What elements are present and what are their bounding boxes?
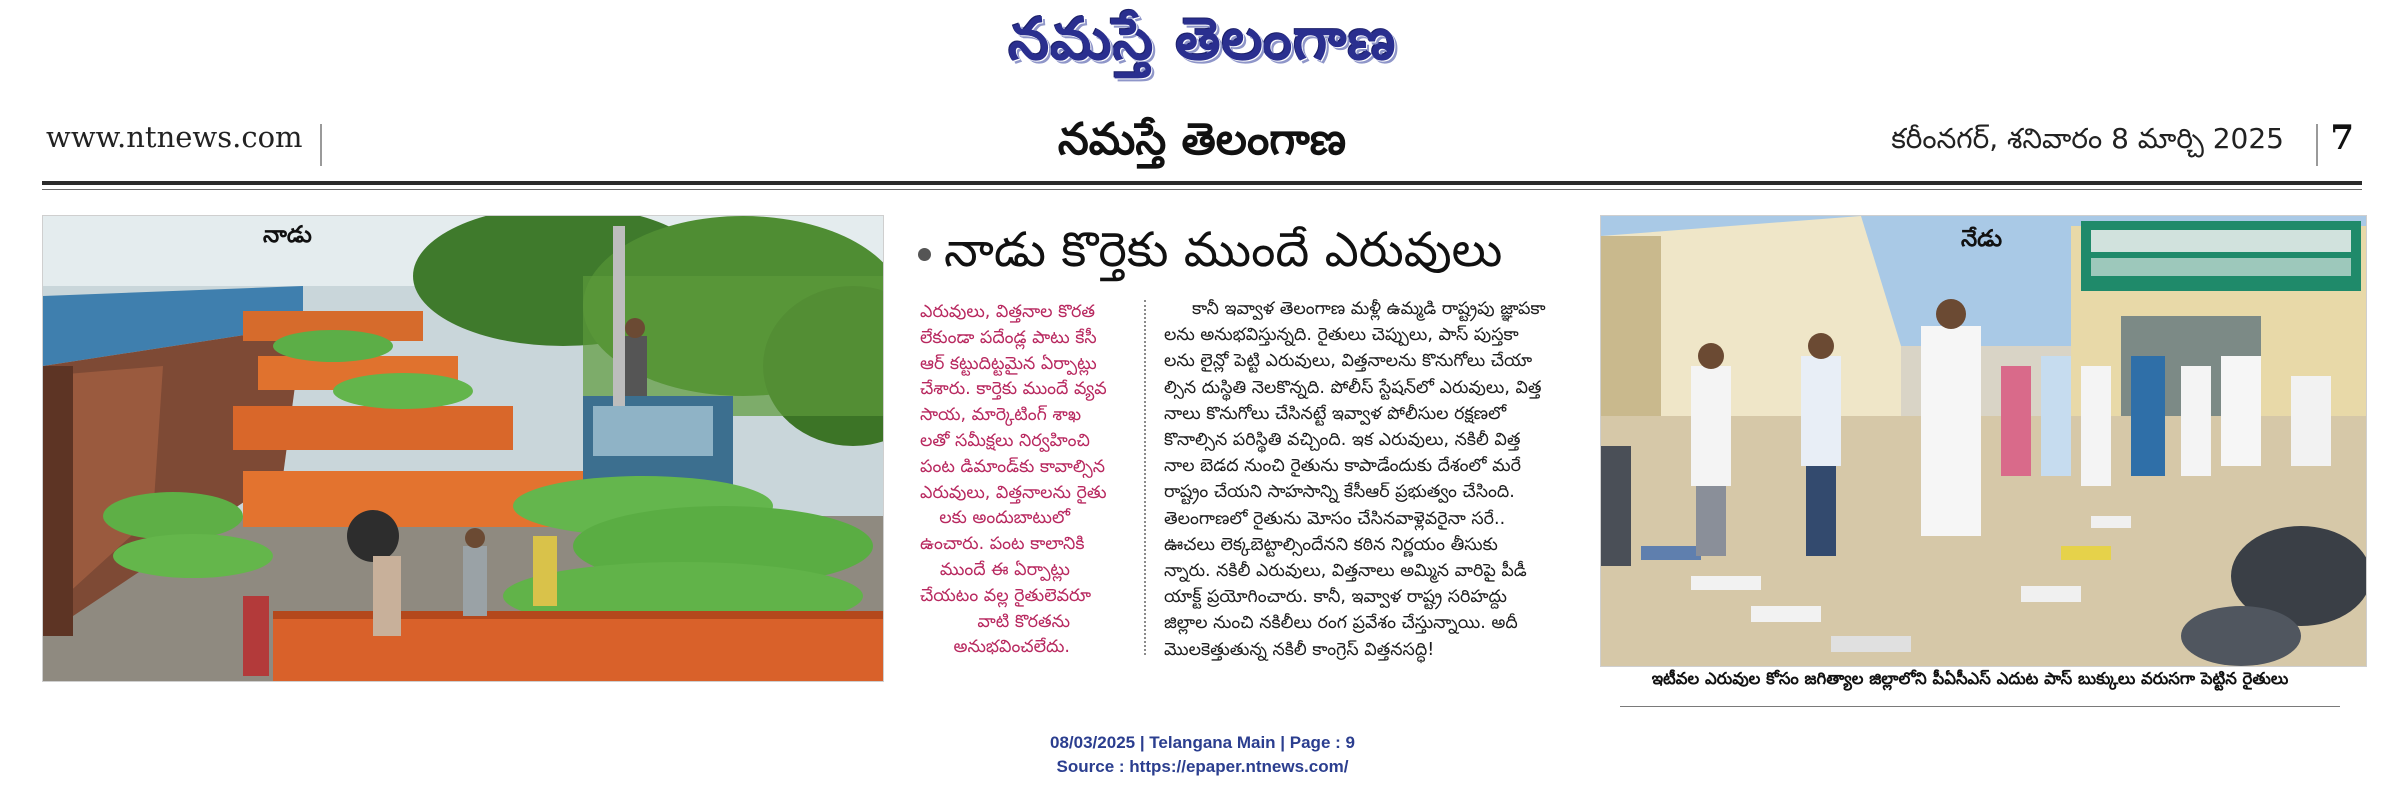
photo-now [1600, 215, 2367, 667]
body-line: మొలకెత్తుతున్న నకిలీ కాంగ్రెస్ విత్తనసద్ధి! [1164, 639, 1435, 660]
header-divider [2316, 124, 2318, 166]
highlight-line: ఎరువులు, విత్తనాల కొరత [920, 302, 1095, 322]
highlight-line: ఉంచారు. పంట కాలానికి [920, 534, 1085, 555]
body-line: నాలు కొనుగోలు చేసినట్టే ఇవ్వాళ పోలీసుల రక్షణలో [1164, 403, 1507, 424]
page-header [42, 112, 2362, 172]
caption-rule [1620, 706, 2340, 707]
body-line: తెలంగాణలో రైతును మోసం చేసినవాళ్లెవరైనా సరే.. [1164, 508, 1506, 529]
photo-caption: ఇటీవల ఎరువుల కోసం జగిత్యాల జిల్లాలోని పీఏసీఎస్ ఎదుట పాస్ బుక్కులు వరుసగా పెట్టిన రైతులు [1651, 669, 2289, 688]
photo-then-image [43, 216, 883, 681]
highlight-line: లేకుండా పదేండ్ల పాటు కేసీ [920, 327, 1097, 348]
masthead-logo: నమస్తే తెలంగాణ [1008, 5, 1397, 73]
highlight-line: సాయ, మార్కెటింగ్ శాఖ [920, 405, 1082, 426]
body-line: లను అనుభవిస్తున్నది. రైతులు చెప్పులు, పాస్ పుస్తకా [1164, 325, 1519, 346]
edition-line: 08/03/2025 | Telangana Main | Page : 9 [1050, 733, 1355, 752]
highlight-line: చేయటం వల్ల రైతులెవరూ [920, 585, 1092, 606]
source-line[interactable]: Source : https://epaper.ntnews.com/ [1056, 757, 1349, 776]
header-rule [42, 181, 2362, 185]
body-line: కొనాల్సిన పరిస్థితి వచ్చింది. ఇక ఎరువులు, నకిలీ విత్త [1164, 430, 1521, 451]
section-title: నమస్తే తెలంగాణ [1057, 114, 1347, 165]
article-highlight-column [920, 300, 1107, 661]
highlight-line: అనుభవించలేదు. [953, 637, 1070, 658]
body-line: కానీ ఇవ్వాళ తెలంగాణ మళ్లీ ఉమ్మడి రాష్ట్రపు జ్ఞాపకా [1192, 299, 1546, 319]
page-number: 7 [2330, 118, 2354, 158]
column-divider [1144, 300, 1146, 655]
photo-now-label: నేడు [1961, 226, 2003, 252]
body-line: రాష్ట్రం చేయని సాహసాన్ని కేసీఆర్ ప్రభుత్వం చేసింది. [1164, 482, 1515, 503]
highlight-line: చేశారు. కార్తెకు ముందే వ్యవ [920, 379, 1107, 400]
body-line: ఊచలు లెక్కబెట్టాల్సిందేనని కఠిన నిర్ణయం తీసుకు [1164, 534, 1498, 555]
page-footer [0, 731, 2405, 779]
highlight-line: ఆర్ కట్టుదిట్టమైన ఏర్పాట్లు [920, 353, 1097, 374]
body-line: లను లైన్లో పెట్టి ఎరువులు, విత్తనాలను కొనుగోలు చేయా [1164, 351, 1533, 372]
site-url[interactable]: www.ntnews.com [46, 120, 303, 154]
highlight-line: లకు అందుబాటులో [939, 508, 1070, 529]
body-line: యాక్ట్ ప్రయోగించారు. కానీ, ఇవ్వాళ రాష్ట్ర సరిహద్దు [1164, 587, 1507, 608]
article-headline: నాడు కొర్తెకు ముందే ఎరువులు [944, 222, 1503, 278]
body-line: ల్సిన దుస్థితి నెలకొన్నది. పోలీస్ స్టేషన్‌లో ఎరువులు, విత్త [1164, 377, 1542, 398]
photo-then-label: నాడు [263, 222, 312, 248]
header-rule-thin [42, 189, 2362, 190]
highlight-line: లతో సమీక్షలు నిర్వహించి [920, 430, 1090, 451]
highlight-line: పంట డిమాండ్‌కు కావాల్సిన [920, 456, 1106, 477]
headline-bullet-icon [918, 248, 931, 261]
body-line: నాల బెడద నుంచి రైతును కాపాడేందుకు దేశంలో మరే [1164, 456, 1521, 477]
edition-date: కరీంనగర్, శనివారం 8 మార్చి 2025 [1891, 122, 2284, 155]
photo-now-image [1601, 216, 2366, 666]
article-body [1164, 296, 1552, 663]
highlight-line: వాటి కొరతను [977, 611, 1070, 632]
photo-then [42, 215, 884, 682]
body-line: న్నారు. నకిలీ ఎరువులు, విత్తనాలు అమ్మిన వారిపై పీడీ [1164, 561, 1527, 582]
highlight-line: ఎరువులు, విత్తనాలను రైతు [920, 482, 1107, 503]
highlight-line: ముందే ఈ ఏర్పాట్లు [939, 559, 1070, 580]
body-line: జిల్లాల నుంచి నకిలీలు రంగ ప్రవేశం చేస్తున్నాయి. అదీ [1164, 613, 1518, 634]
